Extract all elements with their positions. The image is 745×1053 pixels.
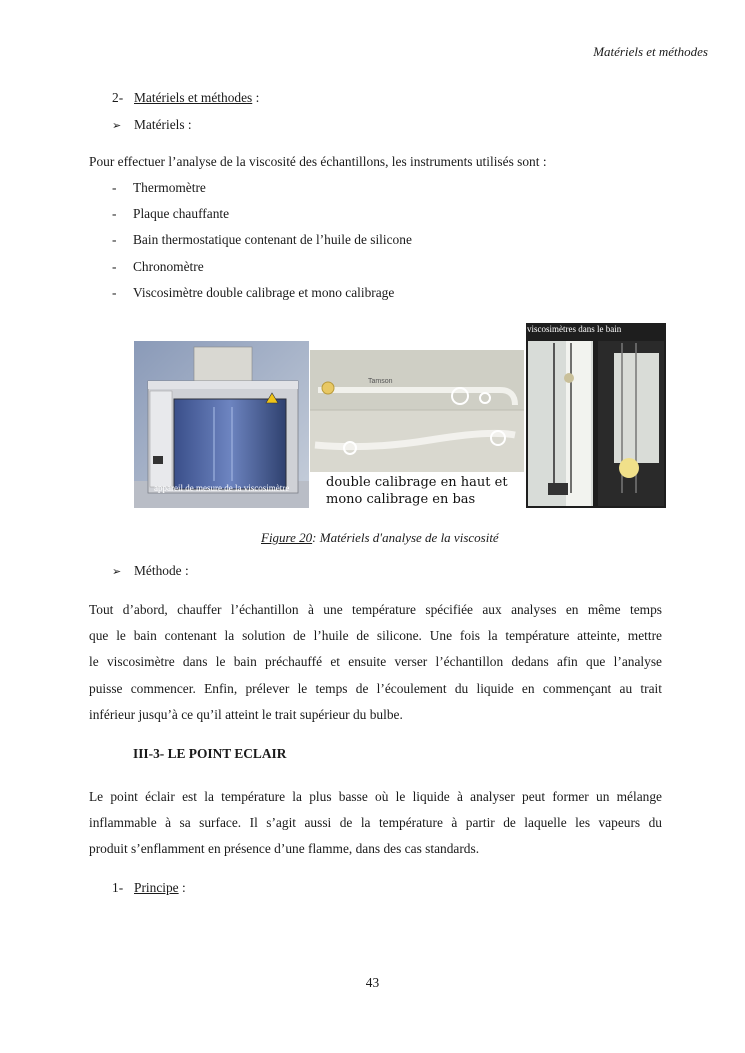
section-heading-point-eclair: III-3- LE POINT ECLAIR bbox=[133, 746, 287, 761]
bath-illustration bbox=[526, 323, 666, 508]
paragraph-line: le viscosimètre dans le bain préchauffé et ensuite verser l’échantillon dedans afin que l’analyse bbox=[89, 654, 662, 670]
paragraph-line: inférieur jusqu’à ce qu’il atteint le trait supérieur du bulbe. bbox=[89, 706, 403, 722]
photo-viscometers-in-bath bbox=[526, 323, 666, 508]
intro-text: Pour effectuer l’analyse de la viscosité des échantillons, les instruments utilisés sont : bbox=[89, 154, 547, 169]
list-item: Bain thermostatique contenant de l’huile de silicone bbox=[133, 232, 412, 247]
tube-brand-text: Tamson bbox=[368, 378, 393, 385]
paragraph-line: inflammable à sa surface. Il s’agit aussi de la température à partir de laquelle les vapeurs du bbox=[89, 815, 662, 831]
paragraph-line: produit s’enflamment en présence d’une flamme, dans des cas standards. bbox=[89, 841, 480, 857]
methode-bullet bbox=[112, 563, 189, 579]
section-number: 1- bbox=[112, 880, 124, 895]
dash-bullet: - bbox=[112, 232, 117, 247]
methode-label: Méthode : bbox=[134, 563, 189, 578]
list-item: Plaque chauffante bbox=[133, 206, 230, 221]
dash-bullet: - bbox=[112, 206, 117, 221]
paragraph-line: puisse commencer. Enfin, prélever le temps de l’écoulement du liquide en commençant au trait bbox=[89, 680, 662, 696]
photo2-label bbox=[326, 474, 508, 508]
photo1-label: appareil de mesure de la viscosimètre bbox=[154, 483, 290, 493]
photo2-label-line: mono calibrage en bas bbox=[326, 492, 476, 507]
viscometer-tubes-illustration bbox=[310, 350, 524, 472]
caption-text: : Matériels d'analyse de la viscosité bbox=[312, 530, 499, 545]
running-header: Matériels et méthodes bbox=[593, 44, 708, 59]
materiels-bullet bbox=[112, 117, 192, 133]
list-item: Thermomètre bbox=[133, 180, 206, 195]
section-2-heading bbox=[112, 90, 259, 106]
section-title: Principe bbox=[134, 880, 179, 895]
dash-bullet: - bbox=[112, 285, 117, 300]
list-item: Chronomètre bbox=[133, 259, 204, 274]
section-suffix: : bbox=[252, 90, 260, 105]
materiels-label: Matériels : bbox=[134, 117, 192, 132]
methode-paragraph bbox=[89, 597, 662, 728]
photo2-label-line: double calibrage en haut et bbox=[326, 475, 508, 490]
photo-viscosity-apparatus bbox=[134, 341, 309, 508]
dash-bullet: - bbox=[112, 259, 117, 274]
paragraph-line: Tout d’abord, chauffer l’échantillon à une température spécifiée aux analyses en même temps bbox=[89, 602, 662, 617]
page-number: 43 bbox=[365, 975, 380, 990]
section-1-heading bbox=[112, 880, 186, 896]
list-item: Viscosimètre double calibrage et mono calibrage bbox=[133, 285, 395, 300]
arrow-bullet-icon: ➢ bbox=[112, 120, 122, 132]
paragraph-line: Le point éclair est la température la plus basse où le liquide à analyser peut former un mélange bbox=[89, 789, 662, 804]
paragraph-line: que le bain contenant la solution de l’huile de silicone. Une fois la température atteinte, mettre bbox=[89, 628, 662, 644]
section-number: 2- bbox=[112, 90, 124, 105]
section-title: Matériels et méthodes bbox=[134, 90, 253, 105]
arrow-bullet-icon: ➢ bbox=[112, 566, 122, 578]
point-eclair-paragraph bbox=[89, 784, 662, 863]
dash-bullet: - bbox=[112, 180, 117, 195]
caption-ref: Figure 20 bbox=[261, 530, 313, 545]
figure-caption bbox=[261, 530, 499, 546]
photo3-label: viscosimètres dans le bain bbox=[527, 324, 622, 334]
section-suffix: : bbox=[178, 880, 186, 895]
photo-viscometer-tubes bbox=[310, 350, 524, 508]
